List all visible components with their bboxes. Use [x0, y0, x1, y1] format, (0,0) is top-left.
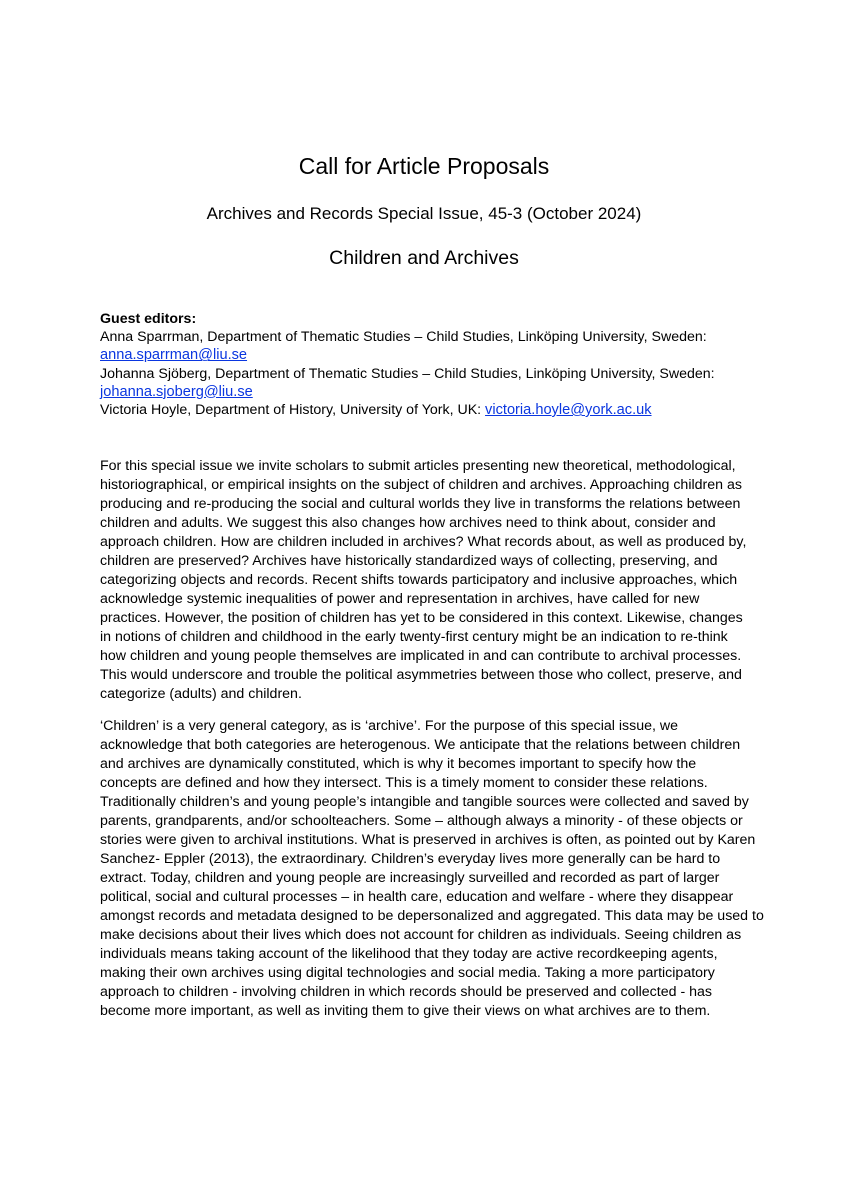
- paragraph-line: parents, grandparents, and/or schoolteachers. Some – although always a minority - of these objects or: [100, 813, 743, 830]
- paragraph-line: ‘Children’ is a very general category, as is ‘archive’. For the purpose of this special issue, we: [100, 718, 679, 734]
- paragraph-line: extract. Today, children and young people are increasingly surveilled and recorded as part of larger: [100, 870, 720, 887]
- guest-editors-block: [100, 310, 760, 419]
- paragraph-line: categorizing objects and records. Recent shifts towards participatory and inclusive approaches, which: [100, 572, 738, 589]
- editor-affiliation: Victoria Hoyle, Department of History, University of York, UK:: [100, 402, 486, 419]
- paragraph-line: practices. However, the position of children has yet to be considered in this context. Likewise, changes: [100, 610, 743, 627]
- paragraph-line: concepts are defined and how they intersect. This is a timely moment to consider these relations.: [100, 775, 708, 792]
- paragraph-line: and archives are dynamically constituted, which is why it becomes important to specify how the: [100, 756, 697, 773]
- paragraph-line: children and adults. We suggest this also changes how archives need to think about, consider and: [100, 515, 716, 532]
- paragraph-line: historiographical, or empirical insights on the subject of children and archives. Approaching children as: [100, 477, 742, 494]
- paragraph-line: become more important, as well as inviting them to give their views on what archives are to them.: [100, 1003, 711, 1020]
- paragraph-line: individuals means taking account of the likelihood that they today are active recordkeeping agents,: [100, 946, 718, 963]
- page-subtitle: Archives and Records Special Issue, 45-3 (October 2024): [206, 204, 642, 223]
- paragraph-line: making their own archives using digital technologies and social media. Taking a more participatory: [100, 965, 715, 982]
- guest-editors-heading: Guest editors:: [100, 311, 197, 327]
- paragraph-line: Sanchez- Eppler (2013), the extraordinary. Children’s everyday lives more generally can be hard to: [100, 851, 721, 868]
- paragraph-line: This would underscore and trouble the political asymmetries between those who collect, preserve, and: [100, 667, 742, 684]
- editor-affiliation: Johanna Sjöberg, Department of Thematic Studies – Child Studies, Linköping University, Sweden:: [100, 365, 715, 382]
- editor-email-link[interactable]: anna.sparrman@liu.se: [100, 347, 248, 364]
- paragraph-line: make decisions about their lives which does not account for children as individuals. Seeing children as: [100, 927, 742, 944]
- paragraph-line: stories were given to archival institutions. What is preserved in archives is often, as pointed out by Karen: [100, 832, 756, 849]
- paragraph-line: in notions of children and childhood in the early twenty-first century might be an indication to re-think: [100, 629, 728, 646]
- editor-email-link[interactable]: victoria.hoyle@york.ac.uk: [485, 402, 652, 419]
- paragraph-line: acknowledge systemic inequalities of power and representation in archives, have called for new: [100, 591, 700, 608]
- paragraph-line: amongst records and metadata designed to be depersonalized and aggregated. This data may be used to: [100, 908, 764, 925]
- body-paragraph: [100, 457, 760, 704]
- issue-theme: Children and Archives: [329, 247, 519, 269]
- paragraph-line: acknowledge that both categories are heterogenous. We anticipate that the relations between children: [100, 737, 741, 754]
- editor-affiliation: Anna Sparrman, Department of Thematic Studies – Child Studies, Linköping University, Sweden:: [100, 329, 707, 346]
- paragraph-line: political, social and cultural processes – in health care, education and welfare - where they disappear: [100, 889, 734, 906]
- paragraph-line: categorize (adults) and children.: [100, 686, 302, 703]
- editor-email-link[interactable]: johanna.sjoberg@liu.se: [100, 383, 253, 400]
- paragraph-line: producing and re-producing the social and cultural worlds they live in transforms the relations between: [100, 496, 741, 513]
- paragraph-line: For this special issue we invite scholars to submit articles presenting new theoretical, methodological,: [100, 458, 736, 474]
- paragraph-line: approach to children - involving children in which records should be preserved and collected - has: [100, 984, 712, 1001]
- paragraph-line: Traditionally children’s and young people’s intangible and tangible sources were collected and saved by: [100, 794, 749, 811]
- page-title: Call for Article Proposals: [298, 153, 550, 179]
- body-paragraph: [100, 717, 764, 1021]
- paragraph-line: children are preserved? Archives have historically standardized ways of collecting, preserving, and: [100, 553, 718, 570]
- paragraph-line: how children and young people themselves are implicated in and can contribute to archival processes.: [100, 648, 742, 665]
- paragraph-line: approach children. How are children included in archives? What records about, as well as produced by,: [100, 534, 747, 551]
